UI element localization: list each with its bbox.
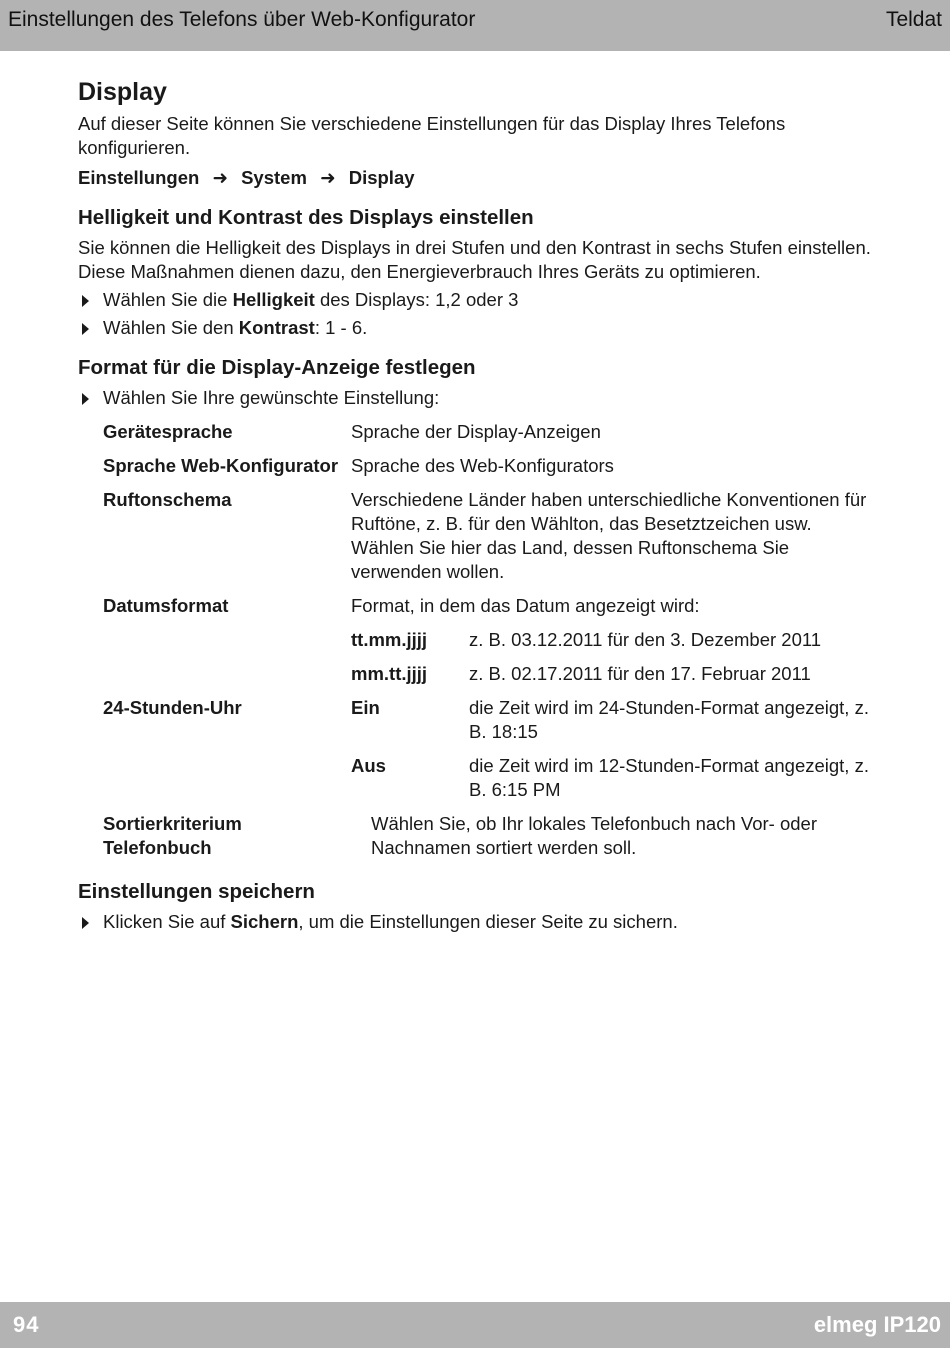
- settings-row: [103, 696, 878, 802]
- setting-label: Ruftonschema: [103, 489, 232, 510]
- option-row: [351, 662, 878, 686]
- setting-label: Sprache Web-Konfigurator: [103, 455, 339, 476]
- breadcrumb-item-system: System: [241, 167, 307, 188]
- brand-name: Teldat: [885, 8, 942, 31]
- settings-row: [103, 812, 878, 860]
- settings-row: [103, 420, 878, 444]
- triangle-bullet-icon: [82, 323, 89, 335]
- option-label: mm.tt.jjjj: [351, 663, 428, 684]
- option-row: [351, 754, 878, 802]
- bullet-text: Wählen Sie den: [103, 317, 239, 338]
- setting-label: Gerätesprache: [103, 421, 233, 442]
- display-intro: Auf dieser Seite können Sie verschiedene Einstellungen für das Display Ihres Telefons konfigurieren.: [78, 113, 786, 158]
- breadcrumb: [78, 166, 878, 190]
- section-title-display: Display: [78, 78, 167, 106]
- settings-row: [103, 488, 878, 584]
- list-item: [78, 316, 878, 340]
- option-description: z. B. 02.17.2011 für den 17. Februar 2011: [469, 663, 811, 684]
- bullet-keyword: Sichern: [230, 911, 299, 932]
- bullet-text: des Displays: 1,2 oder 3: [314, 289, 519, 310]
- brightness-paragraph: Sie können die Helligkeit des Displays in drei Stufen und den Kontrast in sechs Stufen einstellen. Diese Maßnahmen dienen dazu, den Energieverbrauch Ihres Geräts zu optimieren.: [78, 237, 871, 282]
- list-item: [78, 288, 878, 312]
- page-content: [78, 76, 878, 934]
- breadcrumb-item-einstellungen: Einstellungen: [78, 167, 200, 188]
- triangle-bullet-icon: [82, 393, 89, 405]
- breadcrumb-item-display: Display: [348, 167, 415, 188]
- option-label: tt.mm.jjjj: [351, 629, 428, 650]
- setting-description: Sprache des Web-Konfigurators: [351, 455, 614, 476]
- setting-description: Wählen Sie, ob Ihr lokales Telefonbuch nach Vor- oder Nachnamen sortiert werden soll.: [371, 813, 817, 858]
- option-description: z. B. 03.12.2011 für den 3. Dezember 2011: [469, 629, 822, 650]
- arrow-right-icon: ➜: [320, 167, 336, 188]
- page-header-bar: [0, 0, 950, 51]
- option-label: Ein: [351, 697, 380, 718]
- setting-description: Sprache der Display-Anzeigen: [351, 421, 601, 442]
- list-item: [78, 386, 878, 410]
- bullet-text: Wählen Sie die: [103, 289, 233, 310]
- bullet-text: Klicken Sie auf: [103, 911, 231, 932]
- triangle-bullet-icon: [82, 917, 89, 929]
- section-title-brightness: Helligkeit und Kontrast des Displays einstellen: [78, 206, 534, 229]
- page-footer-bar: [0, 1302, 950, 1348]
- setting-label: 24-Stunden-Uhr: [103, 697, 242, 718]
- setting-label: Sortierkriterium Telefonbuch: [103, 813, 242, 858]
- option-row: [351, 696, 878, 744]
- bullet-text: Wählen Sie Ihre gewünschte Einstellung:: [103, 387, 440, 408]
- triangle-bullet-icon: [82, 295, 89, 307]
- setting-label: Datumsformat: [103, 595, 229, 616]
- product-name: elmeg IP120: [813, 1312, 941, 1337]
- section-title-format: Format für die Display-Anzeige festlegen: [78, 356, 476, 379]
- bullet-text: , um die Einstellungen dieser Seite zu sichern.: [298, 911, 678, 932]
- option-description: die Zeit wird im 24-Stunden-Format angezeigt, z. B. 18:15: [469, 697, 869, 742]
- section-title-save: Einstellungen speichern: [78, 880, 315, 903]
- settings-row: [103, 454, 878, 478]
- option-description: die Zeit wird im 12-Stunden-Format angezeigt, z. B. 6:15 PM: [469, 755, 869, 800]
- option-row: [351, 628, 878, 652]
- arrow-right-icon: ➜: [212, 167, 228, 188]
- setting-description: [351, 696, 878, 802]
- list-item: [78, 910, 878, 934]
- bullet-keyword: Kontrast: [238, 317, 315, 338]
- page-number: 94: [13, 1312, 40, 1337]
- chapter-title: Einstellungen des Telefons über Web-Konfigurator: [8, 8, 476, 31]
- setting-description: [351, 594, 878, 686]
- settings-row: [103, 594, 878, 686]
- bullet-keyword: Helligkeit: [232, 289, 315, 310]
- option-label: Aus: [351, 755, 386, 776]
- setting-description-text: Format, in dem das Datum angezeigt wird:: [351, 595, 700, 616]
- bullet-text: : 1 - 6.: [314, 317, 368, 338]
- settings-table: [103, 420, 878, 860]
- setting-description: Verschiedene Länder haben unterschiedliche Konventionen für Ruftöne, z. B. für den Wählton, das Besetztzeichen usw. Wählen Sie hier das Land, dessen Ruftonschema Sie verwenden wollen.: [351, 489, 867, 582]
